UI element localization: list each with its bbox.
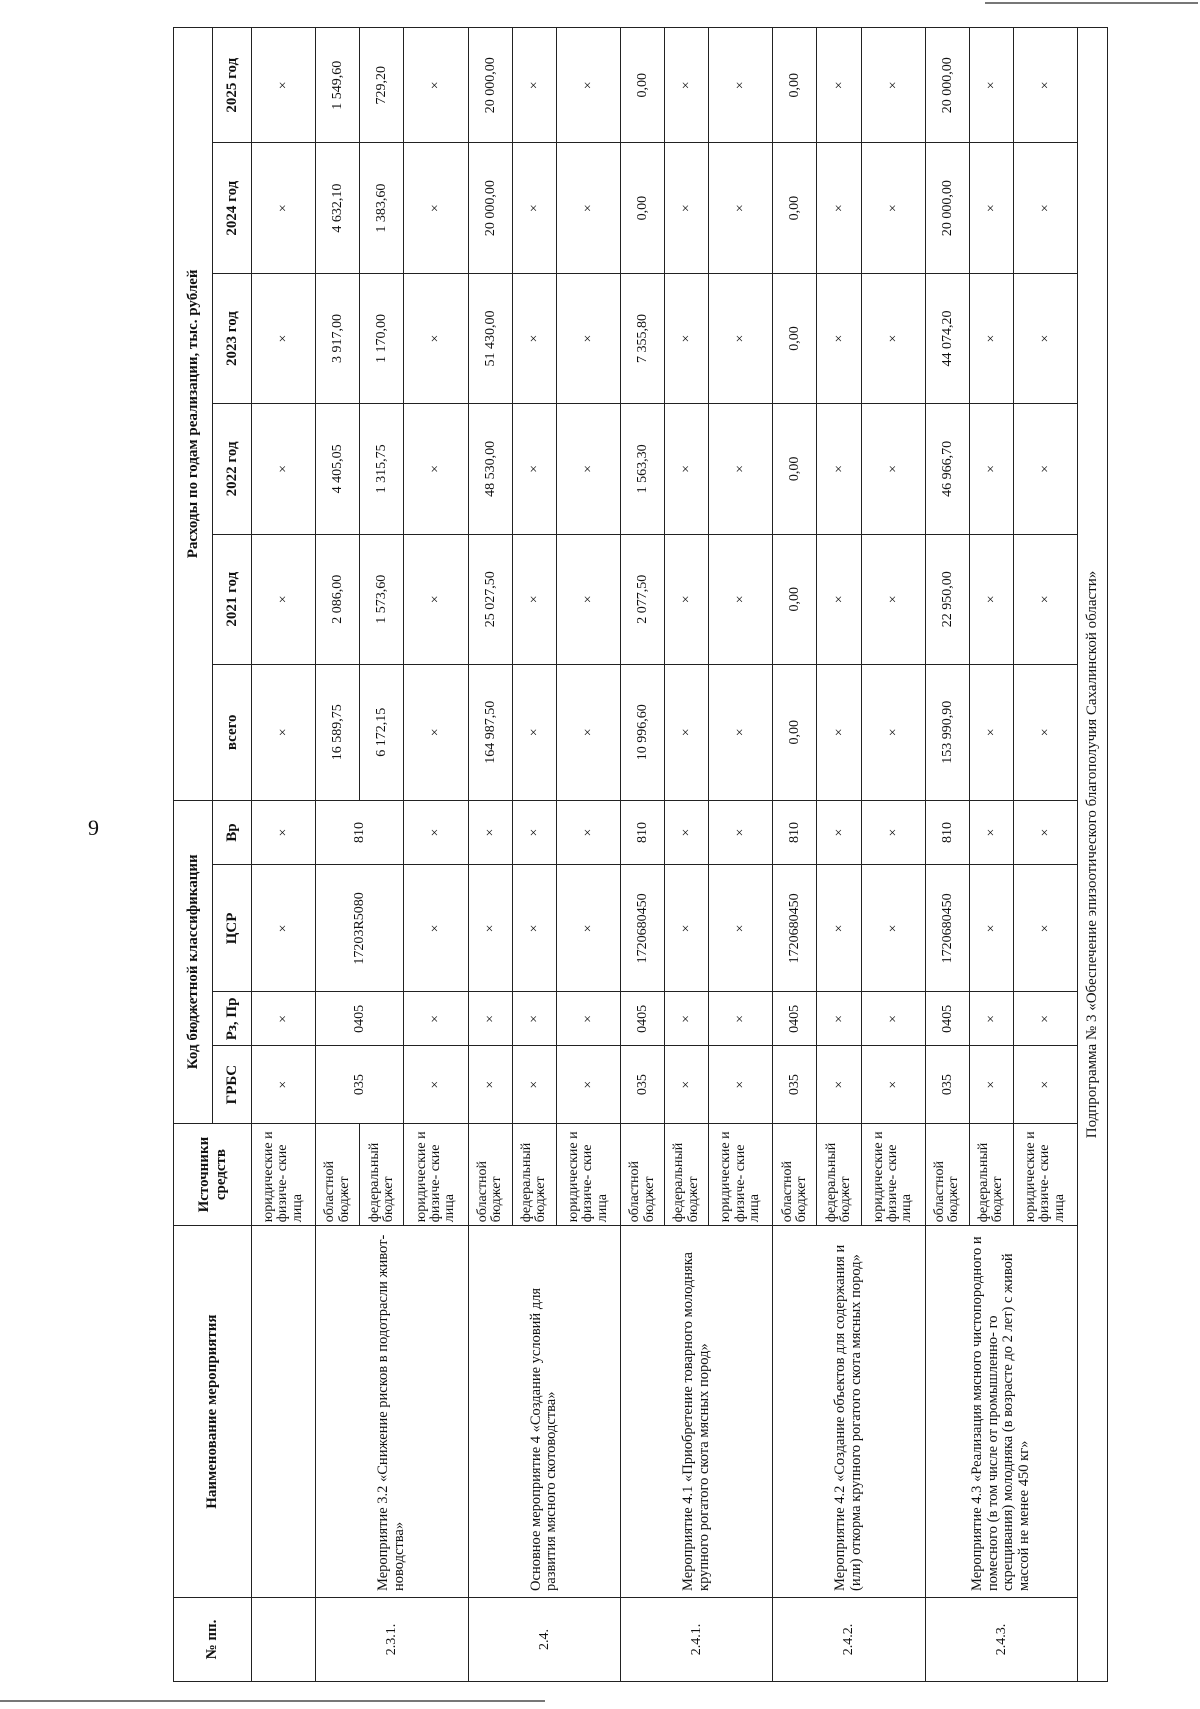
header-row-1 bbox=[174, 28, 213, 1682]
source-cell: юридические и физиче- ские лица bbox=[709, 1123, 773, 1225]
vr-cell: 810 bbox=[773, 800, 817, 865]
col-header-2022: 2022 год bbox=[213, 404, 252, 534]
col-header-expenses-group: Расходы по годам реализации, тыс. рублей bbox=[174, 28, 213, 801]
source-cell: юридические и физиче- ские лица bbox=[861, 1123, 925, 1225]
source-cell: федеральный бюджет bbox=[512, 1123, 556, 1225]
table-row: федеральный бюджет × × × × × × × × × × bbox=[969, 28, 1013, 1682]
scan-edge-line-top bbox=[985, 2, 1198, 4]
scan-edge-line-bottom bbox=[0, 1700, 545, 1702]
rotated-table-container bbox=[173, 27, 1108, 1682]
col-header-2024: 2024 год bbox=[213, 143, 252, 273]
csr-cell: 1720680450 bbox=[620, 865, 664, 992]
vr-cell: 810 bbox=[925, 800, 969, 865]
vr-cell: 810 bbox=[620, 800, 664, 865]
measure-name: Мероприятие 3.2 «Снижение рисков в подотрасли живот- новодства» bbox=[316, 1226, 468, 1598]
table-row: федеральный бюджет × × × × × × × × × × bbox=[512, 28, 556, 1682]
table-row: федеральный бюджет 6 172,15 1 573,60 1 315,75 1 170,00 1 383,60 729,20 bbox=[360, 28, 404, 1682]
col-header-2025: 2025 год bbox=[213, 28, 252, 143]
grbs-cell: 035 bbox=[925, 1046, 969, 1124]
measure-name: Мероприятие 4.1 «Приобретение товарного молодняка крупного рогатого скота мясных пород» bbox=[620, 1226, 772, 1598]
table-row: федеральный бюджет × × × × × × × × × × bbox=[665, 28, 709, 1682]
source-cell: федеральный бюджет bbox=[665, 1123, 709, 1225]
col-header-2021: 2021 год bbox=[213, 534, 252, 664]
source-cell: федеральный бюджет bbox=[360, 1123, 404, 1225]
table-row: юридические и физиче- ские лица × × × × × × × × × × bbox=[709, 28, 773, 1682]
grbs-cell: 035 bbox=[316, 1046, 404, 1124]
measure-name: Основное мероприятие 4 «Создание условий для развития мясного скотоводства» bbox=[468, 1226, 620, 1598]
grbs-cell: 035 bbox=[620, 1046, 664, 1124]
row-number: 2.3.1. bbox=[316, 1597, 468, 1681]
expenses-table bbox=[173, 27, 1108, 1682]
source-cell: областной бюджет bbox=[925, 1123, 969, 1225]
source-cell: юридические и физиче- ские лица bbox=[1014, 1123, 1078, 1225]
table-row: юридические и физиче- ские лица × × × × × × × × × × bbox=[404, 28, 468, 1682]
table-row: юридические и физиче- ские лица × × × × × × × × × × bbox=[861, 28, 925, 1682]
csr-cell: 1720680450 bbox=[773, 865, 817, 992]
col-header-name: Наименование мероприятия bbox=[174, 1226, 252, 1598]
source-cell: федеральный бюджет bbox=[969, 1123, 1013, 1225]
table-row: 2.4. Основное мероприятие 4 «Создание условий для развития мясного скотоводства» областной бюджет × × × × 164 987,50 25 027,50 48 530,00 51 430,00 20 000,00 20 000,00 bbox=[468, 28, 512, 1682]
rzpr-cell: 0405 bbox=[925, 992, 969, 1046]
page-number: 9 bbox=[88, 815, 99, 840]
table-row: 2.4.1. Мероприятие 4.1 «Приобретение товарного молодняка крупного рогатого скота мясных пород» областной бюджет 035 0405 1720680450 810 10 996,60 2 077,50 1 563,30 7 355,80 0,00 0,00 bbox=[620, 28, 664, 1682]
col-header-rzpr: Рз, Пр bbox=[213, 992, 252, 1046]
source-cell: областной бюджет bbox=[620, 1123, 664, 1225]
table-row: юридические и физиче- ские лица × × × × × × × × × × bbox=[556, 28, 620, 1682]
col-header-csr: ЦСР bbox=[213, 865, 252, 992]
table-row: юридические и физиче- ские лица × × × × × × × × × × bbox=[1014, 28, 1078, 1682]
source-cell: федеральный бюджет bbox=[817, 1123, 861, 1225]
source-cell: областной бюджет bbox=[773, 1123, 817, 1225]
measure-name: Мероприятие 4.2 «Создание объектов для содержания и (или) откорма крупного рогатого скота мясных пород» bbox=[773, 1226, 925, 1598]
col-header-code-group: Код бюджетной классификации bbox=[174, 800, 213, 1123]
rzpr-cell: 0405 bbox=[620, 992, 664, 1046]
row-number: 2.4. bbox=[468, 1597, 620, 1681]
source-cell: юридические и физиче- ские лица bbox=[404, 1123, 468, 1225]
csr-cell: 1720680450 bbox=[925, 865, 969, 992]
subprogram-row bbox=[1078, 28, 1108, 1682]
row-number: 2.4.2. bbox=[773, 1597, 925, 1681]
source-cell: областной бюджет bbox=[468, 1123, 512, 1225]
table-row: 2.4.2. Мероприятие 4.2 «Создание объектов для содержания и (или) откорма крупного рогатого скота мясных пород» областной бюджет 035 0405 1720680450 810 0,00 0,00 0,00 0,00 0,00 0,00 bbox=[773, 28, 817, 1682]
col-header-sources: Источники средств bbox=[174, 1123, 252, 1225]
row-number: 2.4.3. bbox=[925, 1597, 1077, 1681]
source-cell: юридические и физиче- ские лица bbox=[252, 1123, 316, 1225]
col-header-total: всего bbox=[213, 664, 252, 800]
row-number: 2.4.1. bbox=[620, 1597, 772, 1681]
source-cell: юридические и физиче- ские лица bbox=[556, 1123, 620, 1225]
col-header-grbs: ГРБС bbox=[213, 1046, 252, 1124]
table-row: 2.3.1. Мероприятие 3.2 «Снижение рисков в подотрасли живот- новодства» областной бюджет 035 0405 17203R5080 810 16 589,75 2 086,00 4 405,05 3 917,00 4 632,10 1 549,60 bbox=[316, 28, 360, 1682]
vr-cell: 810 bbox=[316, 800, 404, 865]
col-header-2023: 2023 год bbox=[213, 273, 252, 403]
col-header-num: № пп. bbox=[174, 1597, 252, 1681]
col-header-vr: Вр bbox=[213, 800, 252, 865]
measure-name: Мероприятие 4.3 «Реализация мясного чистопородного и помесного (в том числе от промышленно- го скрещивания) молодняка (в возрасте до 2 лет) с живой массой не менее 450 кг» bbox=[925, 1226, 1077, 1598]
table-row: федеральный бюджет × × × × × × × × × × bbox=[817, 28, 861, 1682]
grbs-cell: 035 bbox=[773, 1046, 817, 1124]
table-row: 2.4.3. Мероприятие 4.3 «Реализация мясного чистопородного и помесного (в том числе от промышленно- го скрещивания) молодняка (в возрасте до 2 лет) с живой массой не менее 450 кг» областной бюджет 035 0405 1720680450 810 153 990,90 22 950,00 46 966,70 44 074,20 20 000,00 20 000,00 bbox=[925, 28, 969, 1682]
rzpr-cell: 0405 bbox=[773, 992, 817, 1046]
subprogram-title: Подпрограмма № 3 «Обеспечение эпизоотического благополучия Сахалинской области» bbox=[1078, 28, 1108, 1682]
rzpr-cell: 0405 bbox=[316, 992, 404, 1046]
source-cell: областной бюджет bbox=[316, 1123, 360, 1225]
table-row: юридические и физиче- ские лица × × × × × × × × × × bbox=[252, 28, 316, 1682]
csr-cell: 17203R5080 bbox=[316, 865, 404, 992]
